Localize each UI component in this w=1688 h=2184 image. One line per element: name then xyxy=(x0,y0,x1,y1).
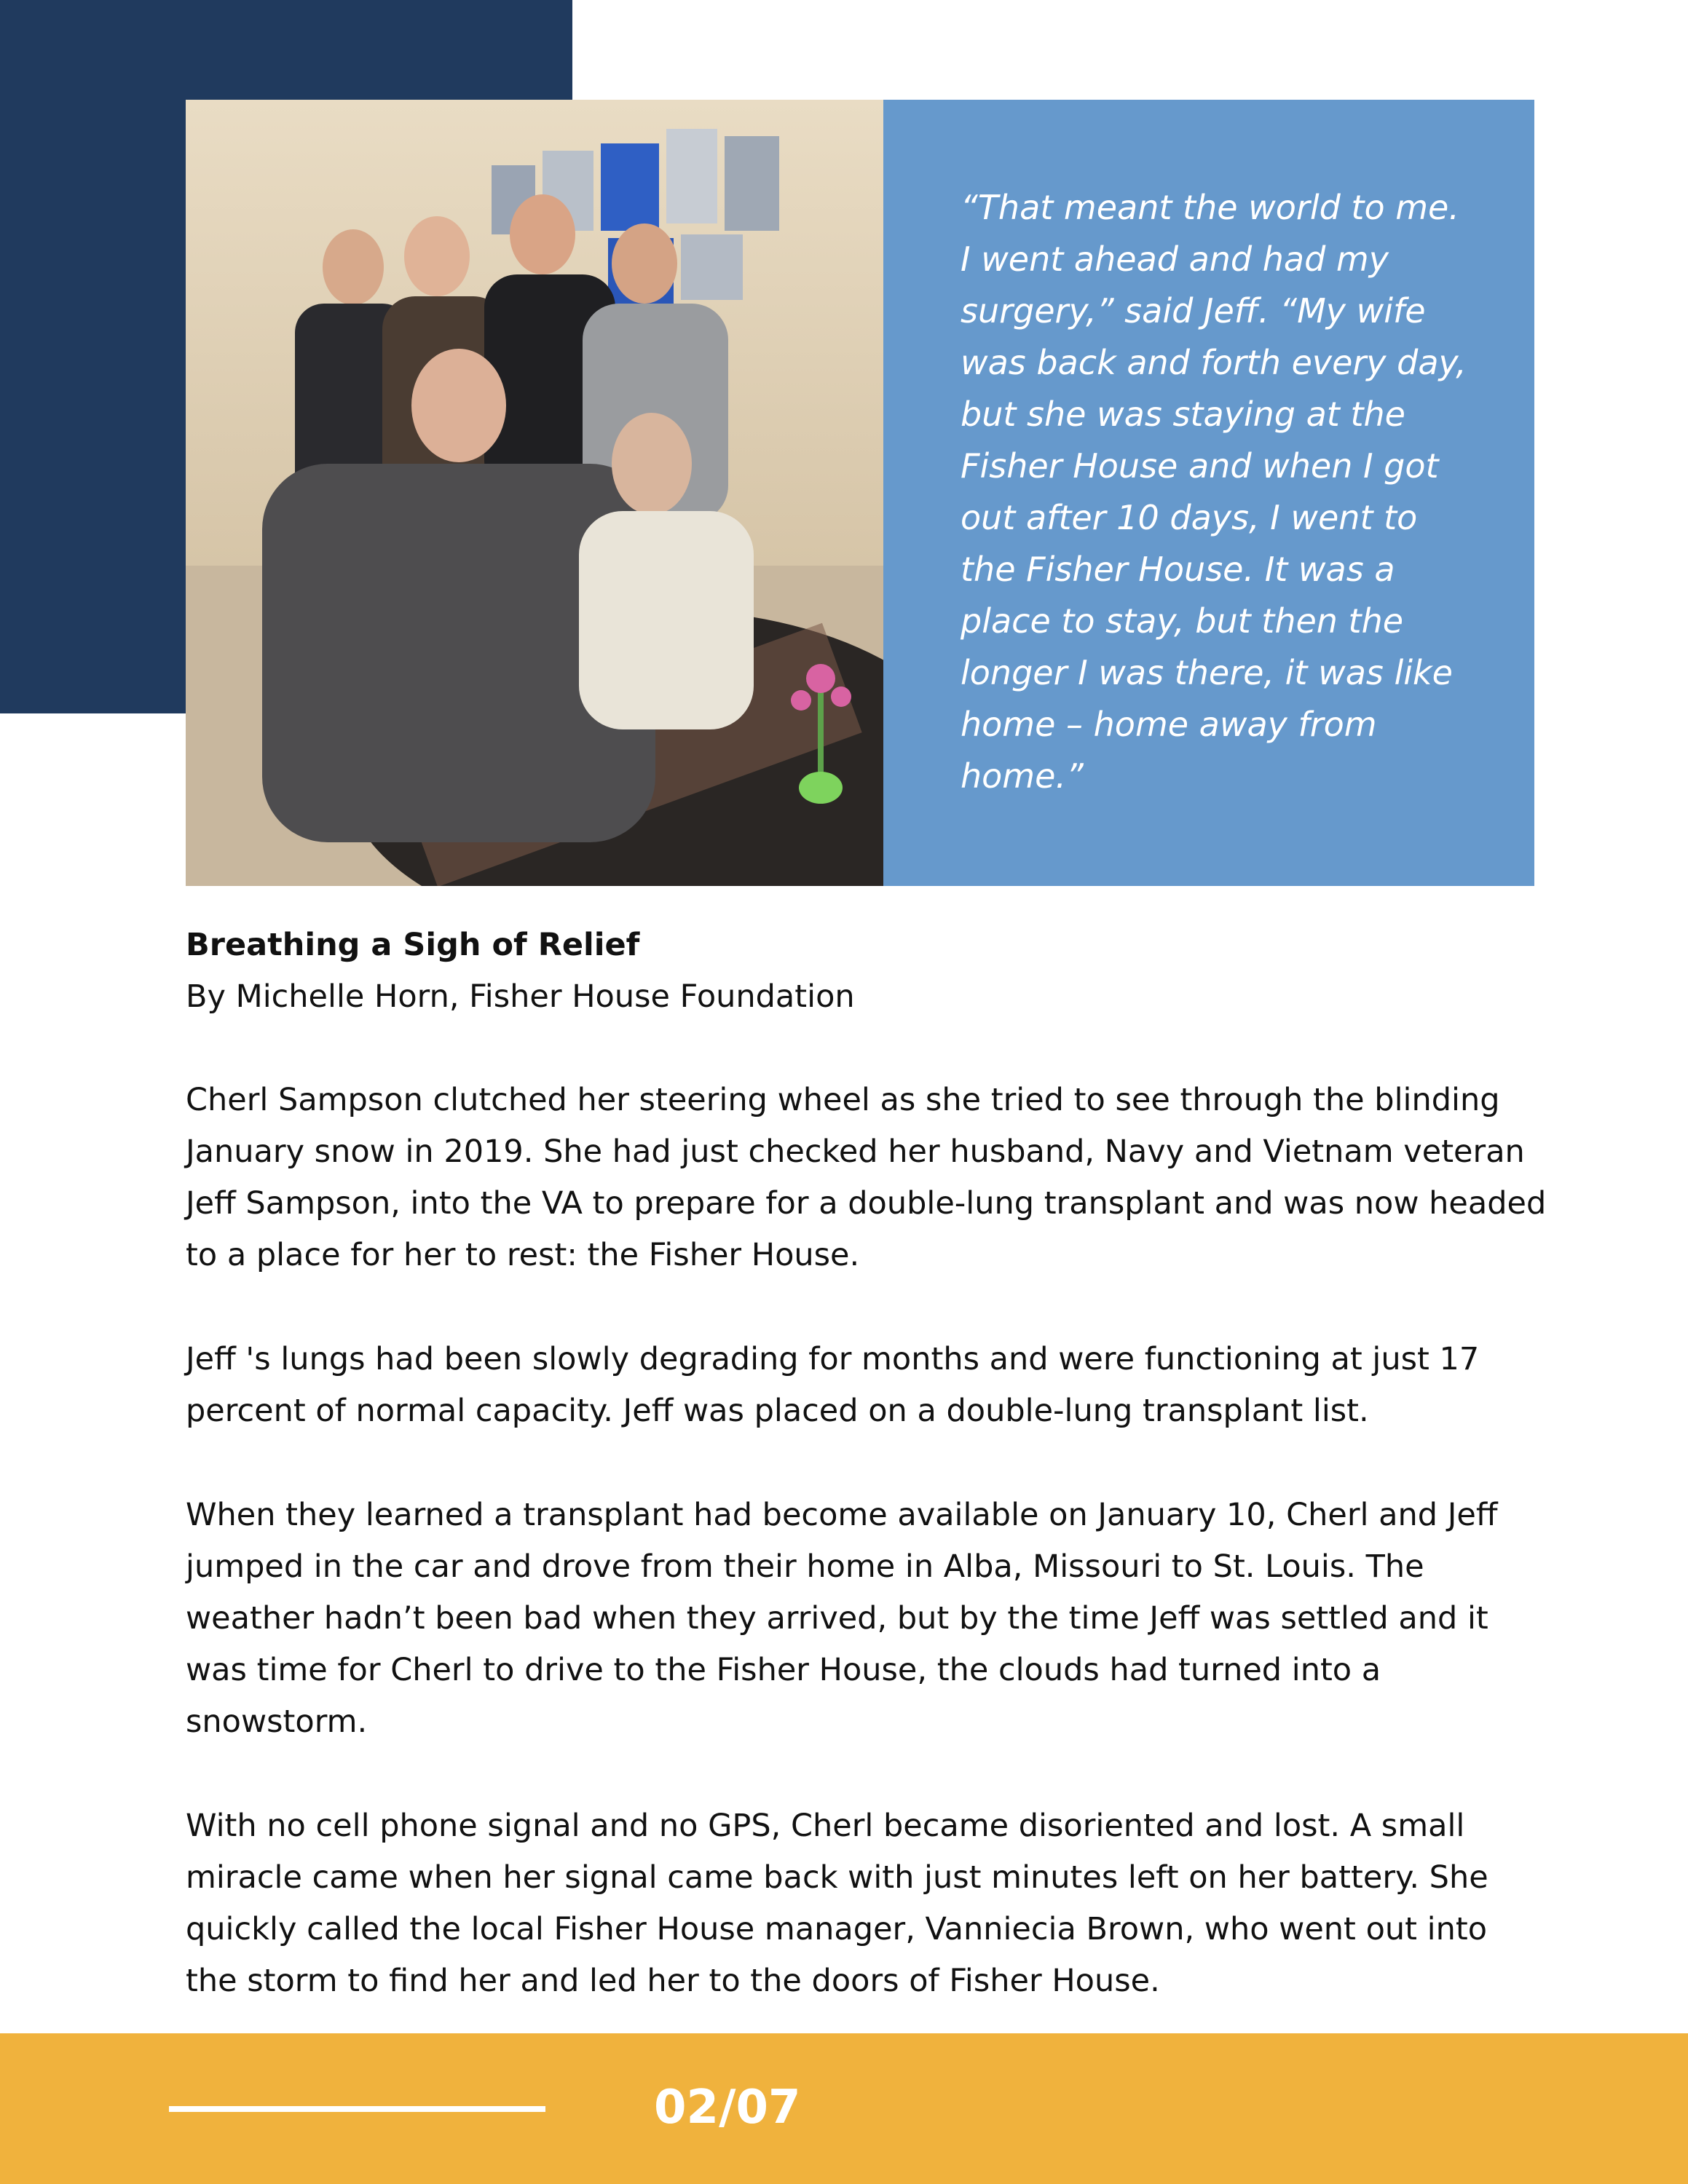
article-paragraph: Cherl Sampson clutched her steering wheel as she tried to see through the blinding January snow in 2019. She had just checked her husband, Navy and Vietnam veteran Jeff Sampson, into the VA to prepare for a double-lung transplant and was now headed to a place for her to rest: the Fisher House. xyxy=(186,1082,1547,1273)
page-number: 02/07 xyxy=(654,2081,801,2134)
article-paragraph: With no cell phone signal and no GPS, Cherl became disoriented and lost. A small miracle came when her signal came back with just minutes left on her battery. She quickly called the local Fisher House manager, Vanniecia Brown, who went out into the storm to find her and led her to the doors of Fisher House. xyxy=(186,1808,1488,1999)
article-paragraph: When they learned a transplant had become available on January 10, Cherl and Jeff jumped in the car and drove from their home in Alba, Missouri to St. Louis. The weather hadn’t been bad when they arrived, but by the time Jeff was settled and it was time for Cherl to drive to the Fisher House, the clouds had turned into a snowstorm. xyxy=(186,1497,1498,1740)
article-body xyxy=(186,919,1547,2007)
page-footer xyxy=(0,2033,1688,2184)
article-title: Breathing a Sigh of Relief xyxy=(186,927,640,963)
group-photo xyxy=(186,100,883,886)
pull-quote-box xyxy=(883,100,1534,886)
article-paragraph: Jeff 's lungs had been slowly degrading for months and were functioning at just 17 percent of normal capacity. Jeff was placed on a double-lung transplant list. xyxy=(186,1341,1480,1429)
footer-divider-line xyxy=(169,2106,545,2112)
article-byline: By Michelle Horn, Fisher House Foundation xyxy=(186,978,855,1015)
pull-quote-text: “That meant the world to me. I went ahead and had my surgery,” said Jeff. “My wife was back and forth every day, but she was staying at the Fisher House and when I got out after 10 days, I went to the Fisher House. It was a place to stay, but then the longer I was there, it was like home – home away from home.” xyxy=(961,188,1467,796)
